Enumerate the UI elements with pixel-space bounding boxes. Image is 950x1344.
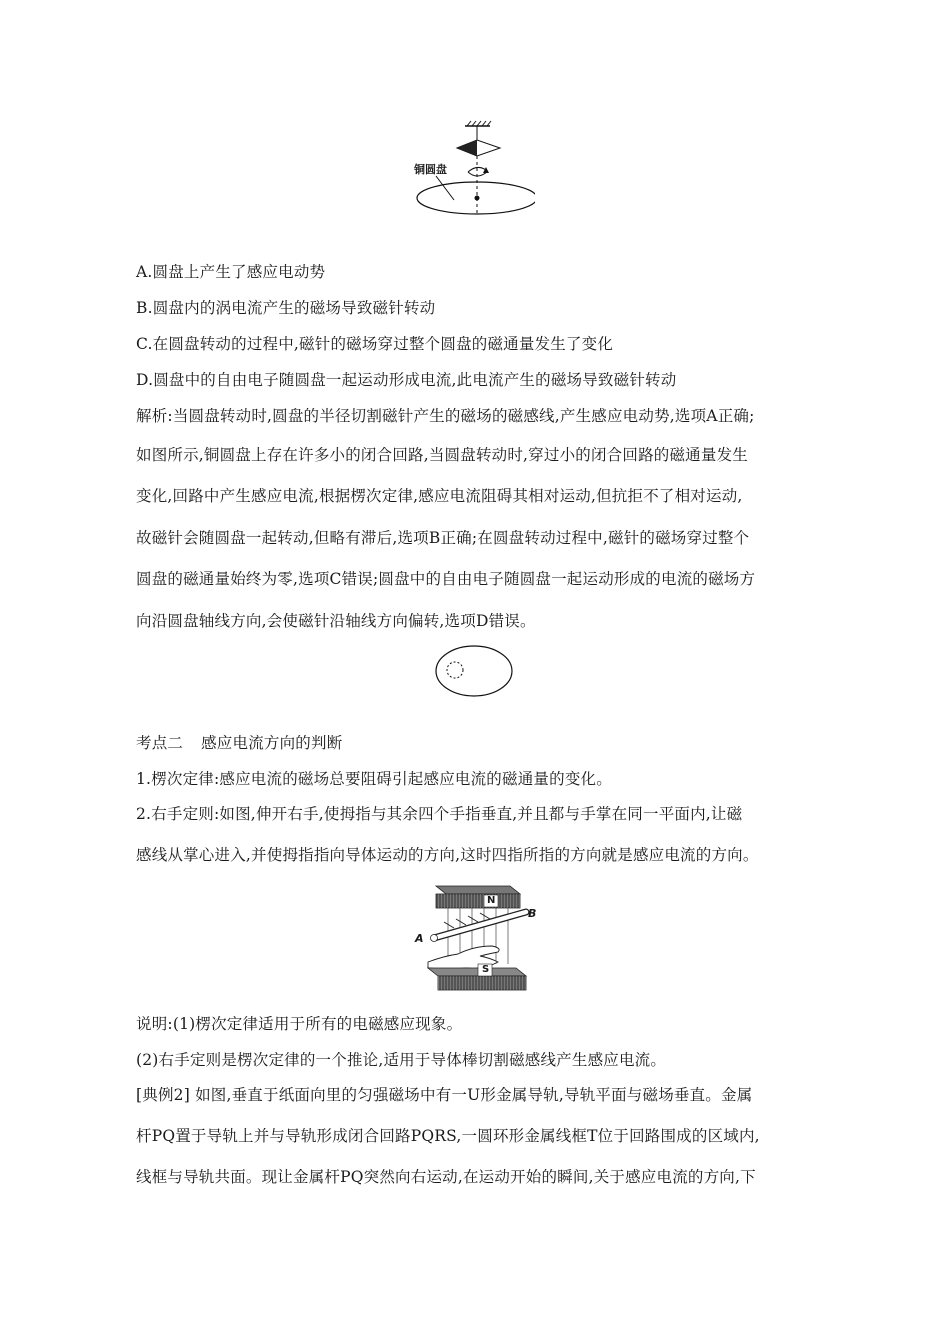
example-line: 线框与导轨共面。现让金属杆PQ突然向右运动,在运动开始的瞬间,关于感应电流的方向,下 — [136, 1168, 756, 1186]
rod-end-b-label: B — [528, 907, 537, 920]
rule-lenz: 1.楞次定律:感应电流的磁场总要阻碍引起感应电流的磁通量的变化。 — [136, 770, 612, 788]
example-line: [典例2] 如图,垂直于纸面向里的匀强磁场中有一U形金属导轨,导轨平面与磁场垂直。金属 — [136, 1086, 753, 1104]
section-title: 感应电流方向的判断 — [201, 734, 343, 752]
north-pole-label: N — [487, 895, 496, 906]
rule-right-hand: 2.右手定则:如图,伸开右手,使拇指与其余四个手指垂直,并且都与手掌在同一平面内,让磁 — [136, 805, 743, 823]
analysis-line: 圆盘的磁通量始终为零,选项C错误;圆盘中的自由电子随圆盘一起运动形成的电流的磁场方 — [136, 570, 756, 588]
analysis-line: 故磁针会随圆盘一起转动,但略有滞后,选项B正确;在圆盘转动过程中,磁针的磁场穿过整个 — [136, 529, 750, 547]
option-b: B.圆盘内的涡电流产生的磁场导致磁针转动 — [136, 299, 436, 317]
note-line: (2)右手定则是楞次定律的一个推论,适用于导体棒切割磁感线产生感应电流。 — [136, 1051, 667, 1069]
analysis-line: 如图所示,铜圆盘上存在许多小的闭合回路,当圆盘转动时,穿过小的闭合回路的磁通量发生 — [136, 446, 748, 464]
south-pole-label: S — [482, 964, 490, 975]
disc-loop-figure — [434, 644, 514, 698]
option-a: A.圆盘上产生了感应电动势 — [136, 263, 326, 281]
right-hand-rule-figure — [414, 882, 544, 992]
analysis-line: 解析:当圆盘转动时,圆盘的半径切割磁针产生的磁场的磁感线,产生感应电动势,选项A正确; — [136, 407, 755, 425]
option-c: C.在圆盘转动的过程中,磁针的磁场穿过整个圆盘的磁通量发生了变化 — [136, 335, 614, 353]
section-number: 考点二 — [136, 734, 184, 752]
note-line: 说明:(1)楞次定律适用于所有的电磁感应现象。 — [136, 1015, 463, 1033]
copper-disc-label: 铜圆盘 — [414, 163, 447, 176]
rod-end-a-label: A — [415, 932, 424, 945]
option-d: D.圆盘中的自由电子随圆盘一起运动形成电流,此电流产生的磁场导致磁针转动 — [136, 371, 677, 389]
rule-right-hand-cont: 感线从掌心进入,并使拇指指向导体运动的方向,这时四指所指的方向就是感应电流的方向。 — [136, 846, 759, 864]
section-heading — [136, 731, 342, 753]
analysis-line: 向沿圆盘轴线方向,会使磁针沿轴线方向偏转,选项D错误。 — [136, 612, 536, 630]
analysis-line: 变化,回路中产生感应电流,根据楞次定律,感应电流阻碍其相对运动,但抗拒不了相对运动, — [136, 487, 743, 505]
example-line: 杆PQ置于导轨上并与导轨形成闭合回路PQRS,一圆环形金属线框T位于回路围成的区域内, — [136, 1127, 760, 1145]
